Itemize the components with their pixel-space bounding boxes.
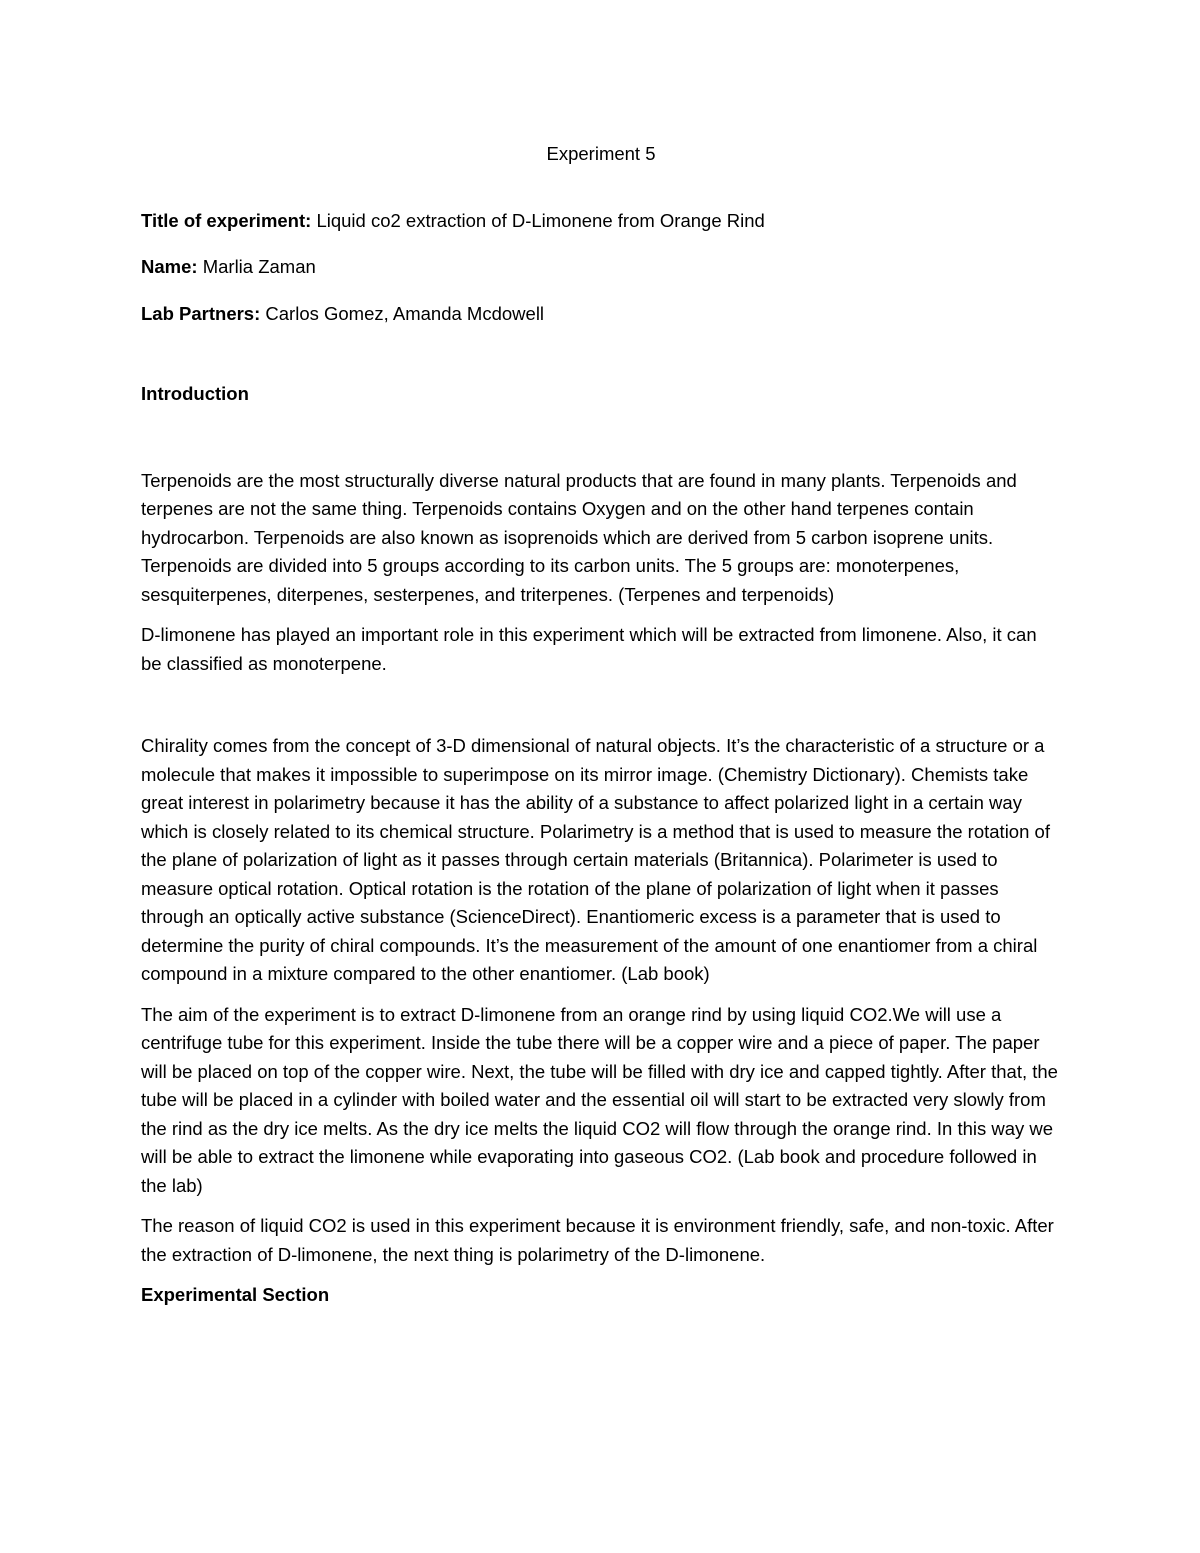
field-label: Name: <box>141 256 198 277</box>
field-name <box>141 253 1061 282</box>
field-label: Lab Partners: <box>141 302 261 324</box>
field-value: Marlia Zaman <box>202 256 316 277</box>
paragraph-terpenoids: Terpenoids are the most structurally diverse natural products that are found in many plants. Terpenoids and terpenes are not the same thing. Terpenoids contains Oxygen and on the other hand terpenes contain hydrocarbon. Terpenoids are also known as isoprenoids which are derived from 5 carbon isoprene units. Terpenoids are divided into 5 groups according to its carbon units. The 5 groups are: monoterpenes, sesquiterpenes, diterpenes, sesterpenes, and triterpenes. (Terpenes and terpenoids) <box>141 469 1017 605</box>
field-value: Liquid co2 extraction of D-Limonene from Orange Rind <box>316 209 765 231</box>
document-body <box>141 140 1061 1310</box>
paragraph-chirality: Chirality comes from the concept of 3-D dimensional of natural objects. It’s the characteristic of a structure or a molecule that makes it impossible to superimpose on its mirror image. (Chemistry Dictionary). Chemists take great interest in polarimetry because it has the ability of a substance to affect polarized light in a certain way which is closely related to its chemical structure. Polarimetry is a method that is used to measure the rotation of the plane of polarization of light as it passes through certain materials (Britannica). Polarimeter is used to measure optical rotation. Optical rotation is the rotation of the plane of polarization of light when it passes through an optically active substance (ScienceDirect). Enantiomeric excess is a parameter that is used to determine the purity of chiral compounds. It’s the measurement of the amount of one enantiomer from a chiral compound in a mixture compared to the other enantiomer. (Lab book) <box>141 735 1050 984</box>
field-title-of-experiment <box>141 207 1061 236</box>
document-title: Experiment 5 <box>546 143 656 164</box>
introduction-heading: Introduction <box>141 383 249 404</box>
experimental-section-heading: Experimental Section <box>141 1284 330 1305</box>
paragraph-reason: The reason of liquid CO2 is used in this experiment because it is environment friendly, safe, and non-toxic. After the extraction of D-limonene, the next thing is polarimetry of the D-limonene. <box>141 1215 1054 1265</box>
paragraph-d-limonene: D-limonene has played an important role in this experiment which will be extracted from limonene. Also, it can be classified as monoterpene. <box>141 624 1037 674</box>
paragraph-aim: The aim of the experiment is to extract D-limonene from an orange rind by using liquid CO2.We will use a centrifuge tube for this experiment. Inside the tube there will be a copper wire and a piece of paper. The paper will be placed on top of the copper wire. Next, the tube will be filled with dry ice and capped tightly. After that, the tube will be placed in a cylinder with boiled water and the essential oil will start to be extracted very slowly from the rind as the dry ice melts. As the dry ice melts the liquid CO2 will flow through the orange rind. In this way we will be able to extract the limonene while evaporating into gaseous CO2. (Lab book and procedure followed in the lab) <box>141 1003 1058 1196</box>
field-value: Carlos Gomez, Amanda Mcdowell <box>265 302 545 324</box>
field-label: Title of experiment: <box>141 209 312 231</box>
field-lab-partners <box>141 300 1061 329</box>
